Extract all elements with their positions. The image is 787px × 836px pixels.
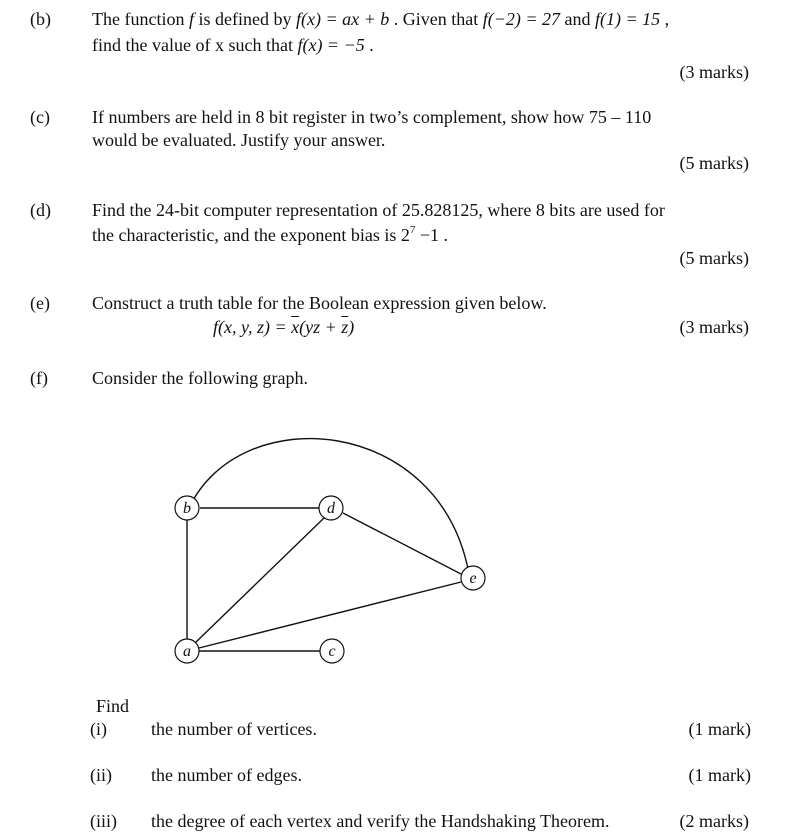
- question-e-expr-b: (yz +: [299, 317, 342, 337]
- question-e-expr-a: f(x, y, z) =: [213, 317, 292, 337]
- part-ii-text: the number of edges.: [151, 765, 302, 785]
- question-d-marks: (5 marks): [679, 248, 749, 268]
- question-d-exp-base: 2: [400, 225, 410, 245]
- question-b-eq4: f(x) = −5: [297, 35, 365, 55]
- question-b-text-a: The function: [92, 9, 189, 29]
- question-b-line2-a: find the value of x such that: [92, 35, 298, 55]
- part-iii-text: the degree of each vertex and verify the Handshaking Theorem.: [151, 811, 610, 831]
- question-d-line1: Find the 24-bit computer representation of 25.828125, where 8 bits are used for: [92, 200, 665, 220]
- question-b-eq1: f(x) = ax + b: [295, 9, 390, 29]
- question-b-marks: (3 marks): [679, 62, 749, 82]
- question-e-label: (e): [30, 293, 50, 313]
- question-d-exp-power: 7: [409, 224, 416, 236]
- vertex-d-label: d: [327, 500, 335, 517]
- question-d-label: (d): [30, 200, 51, 220]
- part-iii-label: (iii): [90, 811, 117, 831]
- question-d-exp-tail: −1: [415, 225, 440, 245]
- question-f-line1: Consider the following graph.: [92, 368, 308, 388]
- part-i-text: the number of vertices.: [151, 719, 317, 739]
- question-b-label: (b): [30, 9, 51, 29]
- question-b-text-b: is defined by: [194, 9, 296, 29]
- question-c-line1: If numbers are held in 8 bit register in two’s complement, show how 75 – 110: [92, 107, 652, 127]
- question-d-line2-a: the characteristic, and the exponent bias is: [92, 225, 401, 245]
- part-ii-marks: (1 mark): [688, 765, 751, 785]
- question-b-text-d: and: [560, 9, 596, 29]
- question-f-label: (f): [30, 368, 48, 388]
- question-b-f: f: [188, 9, 194, 29]
- question-e-expr-xbar: $\overline{x}$: [291, 317, 300, 337]
- question-b-eq2: f(−2) = 27: [482, 9, 561, 29]
- question-c-marks: (5 marks): [679, 153, 749, 173]
- question-f-find: Find: [96, 696, 130, 716]
- question-e-expr-c: ): [348, 317, 355, 337]
- question-b-text-e: ,: [660, 9, 670, 29]
- part-ii-label: (ii): [90, 765, 112, 785]
- question-b-text-c: . Given that: [389, 9, 483, 29]
- vertex-b-label: b: [183, 500, 191, 517]
- vertex-c-label: c: [328, 643, 336, 660]
- question-b-eq3: f(1) = 15: [595, 9, 661, 29]
- part-i-label: (i): [90, 719, 107, 739]
- edge-a-e: [199, 582, 461, 648]
- part-i-marks: (1 mark): [688, 719, 751, 739]
- edge-d-e: [343, 513, 461, 574]
- question-c-label: (c): [30, 107, 50, 127]
- vertex-a-label: a: [183, 643, 191, 660]
- vertex-e-label: e: [469, 570, 477, 587]
- question-d-line2-b: .: [439, 225, 449, 245]
- question-c-line2: would be evaluated. Justify your answer.: [92, 130, 386, 150]
- part-iii-marks: (2 marks): [679, 811, 749, 831]
- question-e-marks: (3 marks): [679, 317, 749, 337]
- question-e-line1: Construct a truth table for the Boolean expression given below.: [92, 293, 547, 313]
- question-e-expr-zbar: $\overline{z}$: [341, 317, 349, 337]
- question-b-line2-b: .: [364, 35, 374, 55]
- edge-a-d: [195, 518, 324, 643]
